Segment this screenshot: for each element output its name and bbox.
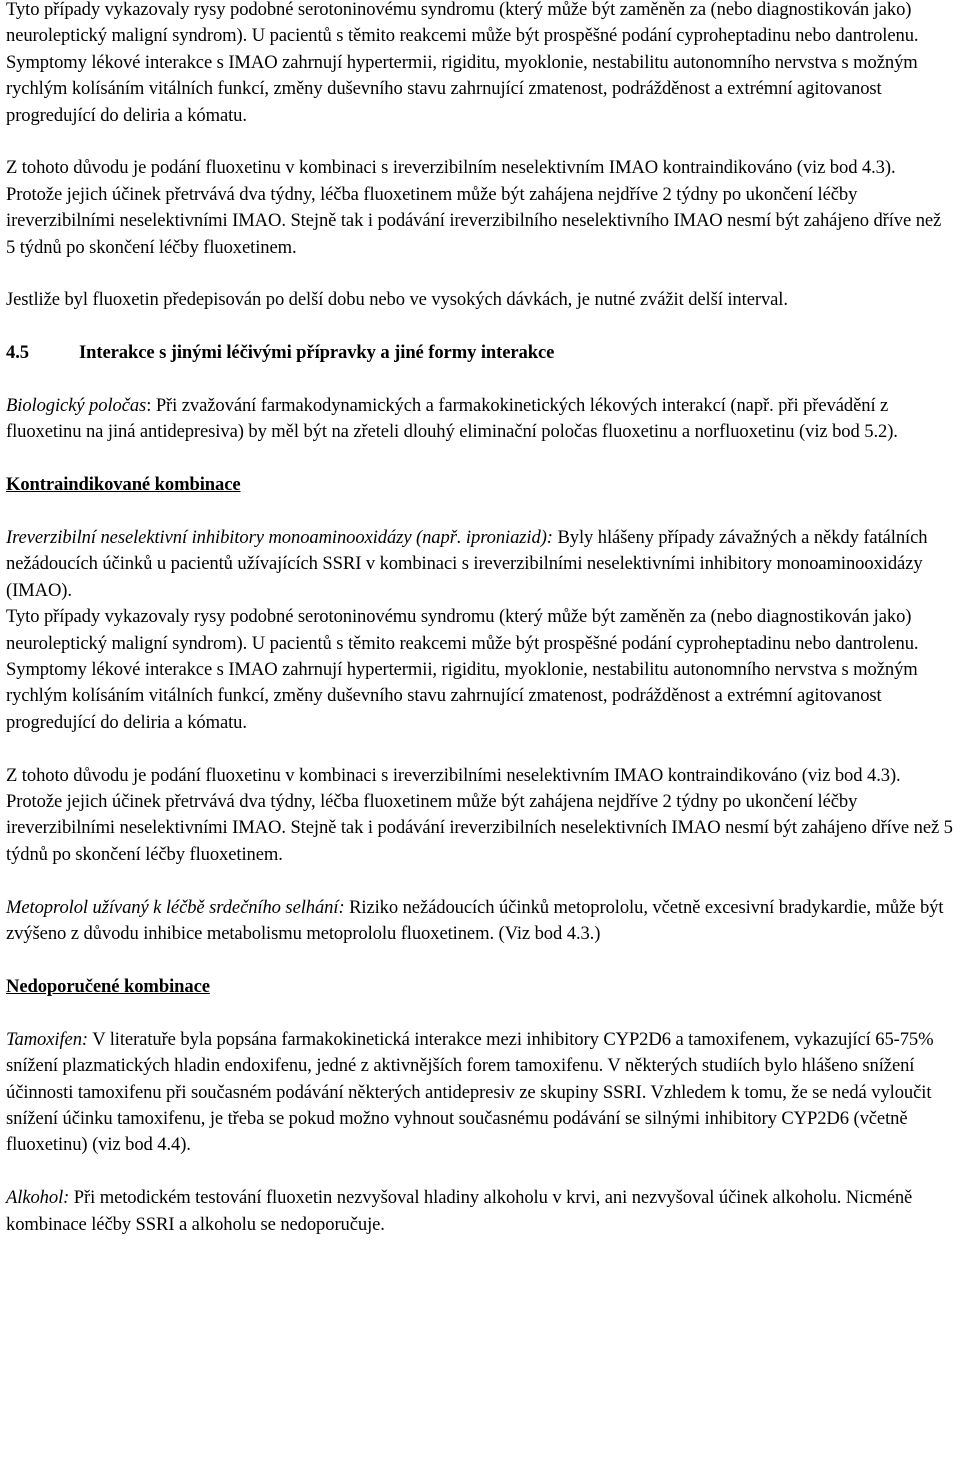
paragraph-metoprolol — [6, 895, 954, 948]
section-title: Interakce s jinými léčivými přípravky a jiné formy interakce — [79, 342, 555, 364]
alcohol-text: Při metodickém testování fluoxetin nezvyšoval hladiny alkoholu v krvi, ani nezvyšoval účinek alkoholu. Nicméně kombinace léčby SSRI a alkoholu se nedoporučuje. — [6, 1187, 913, 1235]
paragraph-serotonin-syndrome-2: Tyto případy vykazovaly rysy podobné serotoninovému syndromu (který může být zaměněn za (nebo diagnostikován jako) neuroleptický maligní syndrom). U pacientů s těmito reakcemi může být prospěšné podání cyproheptadinu nebo dantrolenu. Symptomy lékové interakce s IMAO zahrnují hypertermii, rigiditu, myoklonie, nestabilitu autonomního nervstva s možným rychlým kolísáním vitálních funkcí, změny duševního stavu zahrnující zmatenost, podrážděnost a extrémní agitovanost progredující do deliria a kómatu. — [6, 606, 919, 733]
paragraph-long-interval: Jestliže byl fluoxetin předepisován po delší dobu nebo ve vysokých dávkách, je nutné zvážit delší interval. — [6, 289, 788, 311]
section-number: 4.5 — [6, 342, 29, 364]
paragraph-irreversible-mao — [6, 525, 954, 604]
irreversible-mao-label: Ireverzibilní neselektivní inhibitory monoaminooxidázy (např. iproniazid): — [6, 527, 553, 549]
tamoxifen-label: Tamoxifen: — [6, 1028, 88, 1050]
paragraph-alcohol — [6, 1185, 954, 1238]
alcohol-label: Alkohol: — [6, 1187, 70, 1209]
half-life-label: Biologický poločas — [6, 395, 147, 417]
metoprolol-label: Metoprolol užívaný k léčbě srdečního selhání: — [6, 896, 345, 918]
section-heading — [6, 340, 954, 366]
metoprolol-text: Riziko nežádoucích účinků metoprololu, včetně excesivní bradykardie, může být zvýšeno z důvodu inhibice metabolismu metoprololu fluoxetinem. (Viz bod 4.3.) — [6, 896, 944, 945]
half-life-text: : Při zvažování farmakodynamických a farmakokinetických lékových interakcí (např. při převádění z fluoxetinu na jiná antidepresiva) by měl být na zřeteli dlouhý eliminační poločas fluoxetinu a norfluoxetinu (viz bod 5.2). — [6, 395, 898, 443]
irreversible-mao-text: Byly hlášeny případy závažných a někdy fatálních nežádoucích účinků u pacientů užívajících SSRI v kombinaci s ireverzibilními neselektivními inhibitory monoaminooxidázy (IMAO). — [6, 527, 928, 601]
paragraph-tamoxifen — [6, 1027, 954, 1159]
paragraph-contraindication-1: Z tohoto důvodu je podání fluoxetinu v kombinaci s ireverzibilním neselektivním IMAO kontraindikováno (viz bod 4.3). Protože jejich účinek přetrvává dva týdny, léčba fluoxetinem může být zahájena nejdříve 2 týdny po ukončení léčby ireverzibilními neselektivními IMAO. Stejně tak i podávání ireverzibilního neselektivního IMAO nesmí být zahájeno dříve než 5 týdnů po skončení léčby fluoxetinem. — [6, 157, 942, 258]
paragraph-serotonin-syndrome-1: Tyto případy vykazovaly rysy podobné serotoninovému syndromu (který může být zaměněn za (nebo diagnostikován jako) neuroleptický maligní syndrom). U pacientů s těmito reakcemi může být prospěšné podání cyproheptadinu nebo dantrolenu. Symptomy lékové interakce s IMAO zahrnují hypertermii, rigiditu, myoklonie, nestabilitu autonomního nervstva s možným rychlým kolísáním vitálních funkcí, změny duševního stavu zahrnující zmatenost, podrážděnost a extrémní agitovanost progredující do deliria a kómatu. — [6, 0, 919, 126]
heading-not-recommended-combinations: Nedoporučené kombinace — [6, 975, 210, 997]
paragraph-half-life — [6, 393, 954, 446]
tamoxifen-text: V literatuře byla popsána farmakokinetická interakce mezi inhibitory CYP2D6 a tamoxifenem, vykazující 65-75% snížení plazmatických hladin endoxifenu, jedné z aktivnějších forem tamoxifenu. V některých studiích bylo hlášeno snížení účinnosti tamoxifenu při současném podávání některých antidepresiv ze skupiny SSRI. Vzhledem k tomu, že se nedá vyloučit snížení účinku tamoxifenu, je třeba se pokud možno vyhnout současnému podávání se silnými inhibitory CYP2D6 (včetně fluoxetinu) (viz bod 4.4). — [6, 1028, 934, 1156]
paragraph-contraindication-2: Z tohoto důvodu je podání fluoxetinu v kombinaci s ireverzibilními neselektivním IMAO kontraindikováno (viz bod 4.3). Protože jejich účinek přetrvává dva týdny, léčba fluoxetinem může být zahájena nejdříve 2 týdny po ukončení léčby ireverzibilními neselektivními IMAO. Stejně tak i podávání ireverzibilních neselektivních IMAO nesmí být zahájeno dříve než 5 týdnů po skončení léčby fluoxetinem. — [6, 764, 953, 865]
heading-contraindicated-combinations: Kontraindikované kombinace — [6, 474, 241, 496]
